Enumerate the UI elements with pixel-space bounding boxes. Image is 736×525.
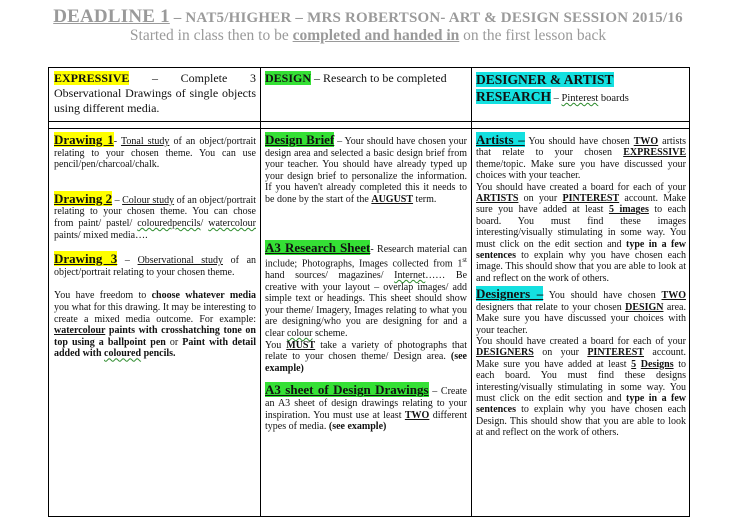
p1g: Paint with detail added with: [54, 336, 256, 360]
header3-dash: –: [551, 93, 562, 104]
sheet-internet: Internet: [394, 270, 426, 282]
must-photos-paragraph: [265, 340, 467, 375]
design-brief-block: [265, 134, 467, 206]
d1-dash: -: [113, 136, 121, 147]
a-t7: to each board. You must find these images interesting/visually stimulating in some way. You must click on the edit section and: [476, 204, 686, 250]
page-subtitle: [0, 27, 736, 45]
d-t7: to each board. You must find these designs interesting/visually stimulating in some way. You must click on the edit section and: [476, 358, 687, 404]
design-drawings-block: [265, 384, 467, 432]
design-label: DESIGN: [265, 71, 312, 85]
d2-study: Colour study: [122, 194, 175, 206]
freedom-paragraph: [54, 290, 256, 360]
a-five: 5 images: [608, 204, 649, 216]
header3-boards: boards: [598, 93, 629, 104]
drawings-text2: different types of media.: [265, 409, 467, 433]
designer-artist-column: [476, 134, 686, 439]
a-pinterest: PINTEREST: [562, 193, 620, 205]
a-two: TWO: [633, 136, 659, 147]
brief-text1: – Your should have chosen your design area and selected a basic design brief from your teacher. You should have already typed up your design brief to personalize the information. If you haven't already completed this it needs to be done by the start of the: [265, 136, 467, 205]
pinterest-word: Pinterest: [561, 93, 599, 104]
d-two: TWO: [661, 290, 686, 302]
d-pinterest: PINTEREST: [587, 347, 645, 359]
design-drawings-label: A3 sheet of Design Drawings: [265, 382, 429, 398]
d-t8: to explain why you have chosen each Design. This should show that you are able to look at and reflect on the work of others.: [476, 404, 686, 439]
subtitle-pre: Started in class then to be: [129, 27, 293, 44]
drawing-1-label: Drawing 1: [54, 132, 114, 147]
research-sheet-block: [265, 239, 468, 340]
p1c: you what for this drawing. It may be interesting to create a mixed media outcome. For example:: [54, 301, 256, 325]
header-designer-artist: [476, 71, 686, 107]
d2-text: of an object/portrait relating to your chosen theme. You can chose from paint/ pastel/: [54, 194, 257, 229]
p1a: You have freedom to: [54, 290, 152, 302]
drawings-see: (see example): [328, 421, 387, 433]
sheet-text3: …… Be creative with your layout – overlap images/ add simple text or headings. This sheet should show your theme/ Imagery, Images relating to what you are designing/who you are designing for and a clear: [265, 270, 468, 340]
d1-study: Tonal study: [120, 136, 170, 147]
sheet-colour: colour: [286, 328, 313, 340]
d3-study: Observational study: [137, 255, 223, 267]
d2-sq2: watercolour: [208, 217, 256, 229]
task-table: [48, 67, 690, 517]
d-type: type in a few sentences: [476, 392, 687, 416]
drawing-3-label: Drawing 3: [54, 251, 118, 267]
design-desc: – Research to be completed: [311, 71, 447, 85]
d2-sq1: colouredpencils: [137, 217, 201, 229]
research-label: RESEARCH: [476, 89, 552, 104]
a-t6: account. Make sure you have added at least: [476, 193, 686, 216]
a-type: type in a few sentences: [476, 238, 687, 262]
d-t3: area. Make sure you have discussed your choices with your teacher.: [476, 301, 686, 336]
brief-august: AUGUST: [371, 193, 414, 205]
sheet-must: MUST: [286, 339, 316, 351]
p1h: coloured: [104, 348, 142, 360]
artists-block: [476, 134, 686, 182]
sheet-text4: scheme.: [312, 328, 348, 340]
drawing-3-block: [54, 253, 256, 278]
a-artists: ARTISTS: [476, 193, 519, 205]
subtitle-emphasis: completed and handed in: [292, 27, 460, 44]
a-t5: on your: [518, 193, 563, 205]
designers-board-paragraph: [476, 336, 686, 439]
a-expressive: EXPRESSIVE: [623, 147, 686, 159]
sheet-text1: - Research material can include; Photographs, Images collected from 1: [265, 243, 467, 270]
d-t6: account. Make sure you have added at least: [476, 347, 686, 370]
a-t2: artists that relate to your chosen: [476, 136, 687, 159]
header-expressive: [54, 71, 256, 116]
header-design: [265, 71, 467, 86]
title-rest: – NAT5/HIGHER – MRS ROBERTSON- ART & DESIGN SESSION 2015/16: [169, 10, 683, 26]
d-t5: on your: [533, 347, 588, 359]
sheet-see: (see example): [265, 351, 467, 374]
d-t4: You should have created a board for each of your: [476, 335, 686, 347]
d-five: 5: [631, 358, 637, 370]
d3-dash: –: [117, 255, 138, 267]
a-t1: You should have chosen: [524, 136, 634, 147]
d2-mid: /: [200, 217, 209, 229]
d-t2: designers that relate to your chosen: [476, 301, 626, 313]
p1f: or: [165, 336, 183, 348]
drawing-2-label: Drawing 2: [54, 190, 113, 206]
column-divider-2: [471, 68, 472, 516]
sheet-text5b: take a variety of photographs that relate to your chosen theme/ Design area.: [265, 339, 467, 363]
subtitle-post: on the first lesson back: [459, 27, 607, 44]
d2-dash: –: [112, 194, 123, 206]
d-designs: Designs: [640, 358, 674, 370]
d-t1: You should have chosen: [543, 290, 662, 302]
sheet-sup: st: [462, 256, 467, 265]
expressive-desc: – Complete 3 Observational Drawings of single objects using different media.: [54, 71, 256, 115]
a-t3: theme/topic. Make sure you have discussed your choices with your teacher.: [476, 158, 686, 182]
p1e: paints with crosshatching tone on top using a ballpoint pen: [54, 325, 256, 348]
artists-label: Artists –: [476, 132, 525, 147]
d2-end: paints/ mixed media….: [54, 229, 148, 241]
designer-artist-label: DESIGNER & ARTIST: [476, 72, 614, 87]
deadline-label: DEADLINE 1: [53, 6, 170, 27]
p1b: choose whatever media: [151, 290, 256, 302]
d-design: DESIGN: [625, 301, 664, 313]
designers-label: Designers –: [476, 286, 544, 302]
expressive-label: EXPRESSIVE: [54, 71, 130, 85]
p1i: pencils.: [141, 348, 176, 360]
design-column: [265, 134, 467, 433]
artists-board-paragraph: [476, 182, 686, 285]
a-t8: to explain why you have chosen each image. This should show that you are able to look at and reflect on the work of others.: [476, 250, 686, 284]
research-sheet-label: A3 Research Sheet: [265, 239, 371, 255]
column-divider-1: [260, 68, 261, 516]
drawings-text1: – Create an A3 sheet of design drawings relating to your inspiration. You must use at least: [265, 386, 467, 421]
design-brief-label: Design Brief: [265, 132, 335, 147]
d1-text: of an object/portrait relating to your chosen theme. You can use pencil/pen/charcoal/chalk.: [54, 136, 257, 171]
header-divider: [49, 121, 689, 122]
header-divider-2: [49, 128, 689, 129]
sheet-text5a: You: [265, 339, 287, 351]
sheet-text2: hand sources/ magazines/: [265, 270, 395, 282]
drawings-two: TWO: [404, 409, 430, 421]
designers-block: [476, 288, 686, 336]
d-designers: DESIGNERS: [476, 347, 534, 359]
d3-text: of an object/portrait relating to your chosen theme.: [54, 255, 257, 278]
a-t4: You should have created a board for each of your: [476, 181, 686, 193]
page-title: [0, 6, 736, 28]
drawing-1-block: [54, 134, 256, 171]
expressive-column: [54, 134, 256, 360]
drawing-2-block: [54, 190, 257, 241]
brief-text2: term.: [413, 193, 437, 205]
p1d: watercolour: [54, 325, 106, 337]
